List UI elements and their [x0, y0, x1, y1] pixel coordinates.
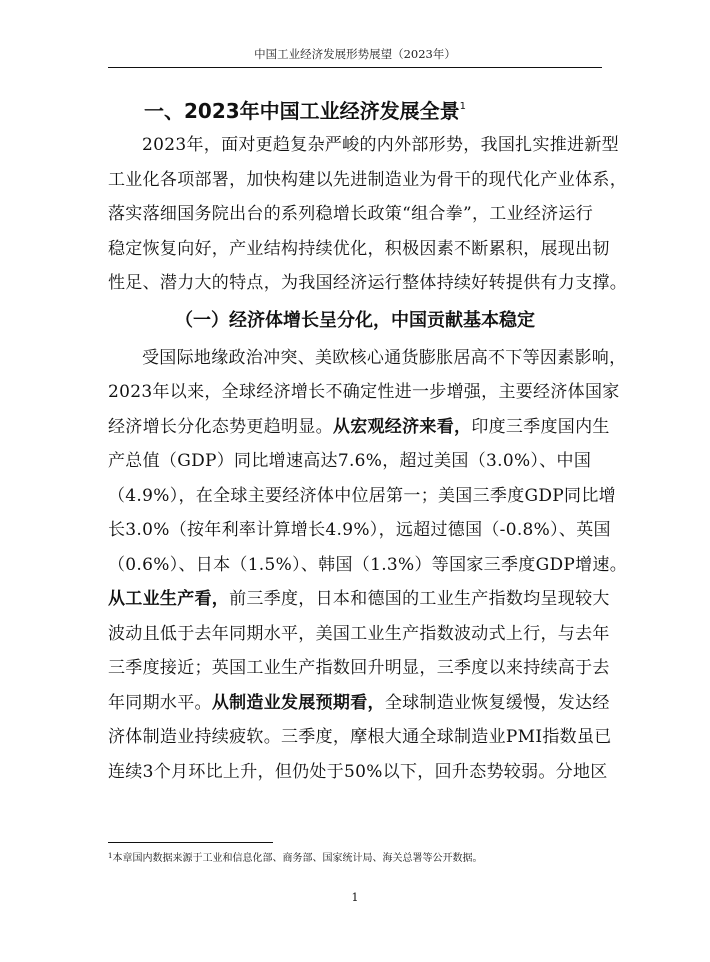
- footnote-reference[interactable]: 1: [459, 101, 467, 112]
- paragraph-line: 2023年，面对更趋复杂严峻的内外部形势，我国扎实推进新型: [142, 135, 619, 155]
- paragraph-line: 波动且低于去年同期水平，美国工业生产指数波动式上行，与去年: [108, 623, 610, 644]
- paragraph-line: 性足、潜力大的特点，为我国经济运行整体持续好转提供有力支撑。: [108, 273, 627, 293]
- footnote-mark: 1: [108, 852, 113, 860]
- paragraph-line: [108, 410, 610, 445]
- paragraph-line: 2023年以来，全球经济增长不确定性进一步增强，主要经济体国家: [108, 382, 620, 402]
- text-run: 经济增长分化态势更趋明显。: [108, 416, 333, 437]
- paragraph-line: 产总值（GDP）同比增速高达7.6%，超过美国（3.0%）、中国: [108, 451, 592, 471]
- paragraph-line: 稳定恢复向好，产业结构持续优化，积极因素不断累积，展现出韧: [108, 238, 610, 259]
- paragraph-line: [108, 582, 610, 617]
- paragraph-line: 三季度接近；英国工业生产指数回升明显，三季度以来持续高于去: [108, 658, 610, 678]
- subsection-heading: （一）经济体增长呈分化，中国贡献基本稳定: [175, 309, 535, 331]
- text-run: 年同期水平。: [108, 692, 212, 713]
- running-header: 中国工业经济发展形势展望（2023年）: [254, 47, 456, 61]
- header-rule: [108, 67, 602, 68]
- paragraph-line: 落实落细国务院出台的系列稳增长政策“组合拳”，工业经济运行: [108, 204, 594, 224]
- paragraph-line: （4.9%），在全球主要经济体中位居第一；美国三季度GDP同比增: [108, 485, 616, 506]
- manufacturing-lead-bold: 从制造业发展预期看，: [211, 692, 385, 713]
- text-run: 前三季度，日本和德国的工业生产指数均呈现较大: [229, 589, 610, 609]
- footnote-rule: [108, 842, 273, 843]
- footnote: [108, 850, 602, 865]
- paragraph-line: 受国际地缘政治冲突、美欧核心通货膨胀居高不下等因素影响，: [142, 347, 627, 368]
- macro-lead-bold: 从宏观经济来看，: [332, 416, 472, 437]
- paragraph-line: 长3.0%（按年利率计算增长4.9%），远超过德国（-0.8%）、英国: [108, 520, 611, 540]
- text-run: 全球制造业恢复缓慢，发达经: [384, 692, 610, 713]
- industry-lead-bold: 从工业生产看，: [108, 589, 230, 609]
- paragraph-line: [108, 686, 610, 721]
- page-body: [108, 90, 628, 789]
- page-number: 1: [351, 891, 359, 904]
- footnote-text: 本章国内数据来源于工业和信息化部、商务部、国家统计局、海关总署等公开数据。: [112, 853, 483, 864]
- paragraph-line: 济体制造业持续疲软。三季度，摩根大通全球制造业PMI指数虽已: [108, 727, 612, 747]
- paragraph-line: （0.6%）、日本（1.5%）、韩国（1.3%）等国家三季度GDP增速。: [108, 554, 628, 575]
- section-heading: [108, 90, 602, 128]
- intro-paragraph: [108, 128, 627, 301]
- paragraph-line: 连续3个月环比上升，但仍处于50%以下，回升态势较弱。分地区: [108, 761, 608, 782]
- section-heading-text: 一、2023年中国工业经济发展全景: [144, 99, 460, 123]
- text-run: 印度三季度国内生: [471, 416, 610, 437]
- paragraph-line: 工业化各项部署，加快构建以先进制造业为骨干的现代化产业体系，: [108, 169, 627, 190]
- body-paragraph: [108, 341, 628, 790]
